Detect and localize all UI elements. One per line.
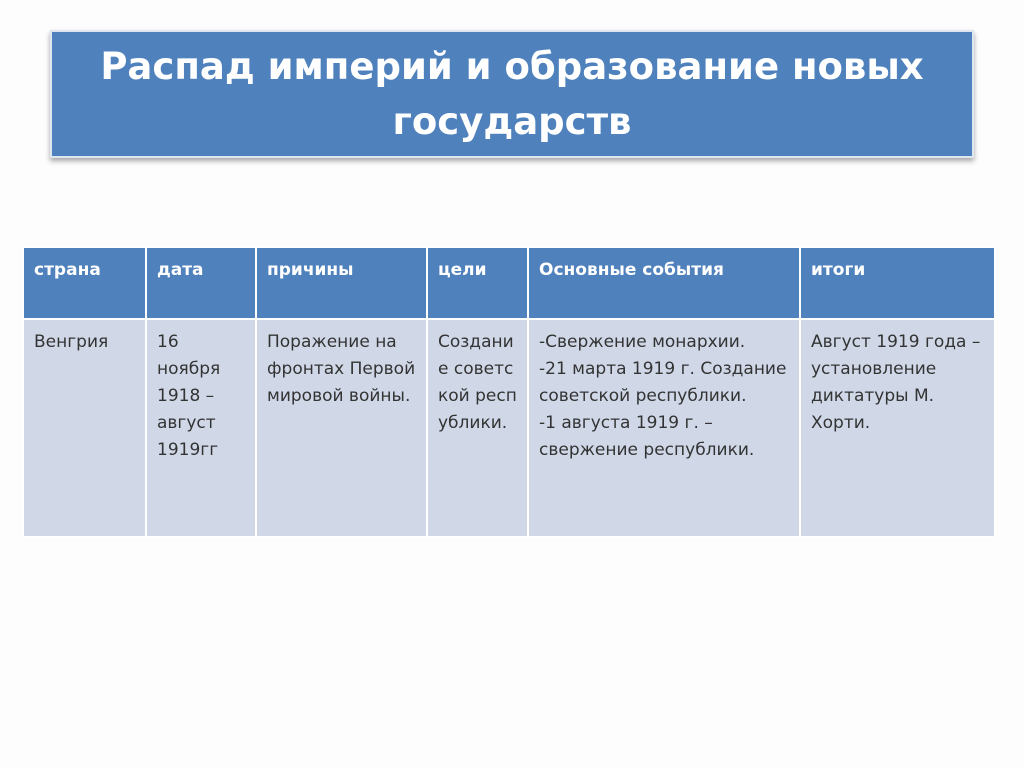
history-table: [22, 246, 996, 538]
header-goals: цели: [427, 247, 528, 319]
title-box: [50, 30, 974, 158]
header-results: итоги: [800, 247, 995, 319]
cell-events: [528, 319, 800, 537]
event-line: -Свержение монархии.: [539, 332, 746, 352]
header-date: дата: [146, 247, 256, 319]
header-country: страна: [23, 247, 146, 319]
cell-date: 16 ноября 1918 – август 1919гг: [146, 319, 256, 537]
cell-goals: Создание советской республики.: [427, 319, 528, 537]
header-causes: причины: [256, 247, 427, 319]
table-header-row: [23, 247, 995, 319]
cell-results: Август 1919 года – установление диктатуры М. Хорти.: [800, 319, 995, 537]
cell-country: Венгрия: [23, 319, 146, 537]
slide-title: Распад империй и образование новых государств: [100, 45, 924, 143]
event-line: -1 августа 1919 г. – свержение республики.: [539, 413, 755, 460]
header-events: Основные события: [528, 247, 800, 319]
event-line: -21 марта 1919 г. Создание советской республики.: [539, 359, 787, 406]
cell-causes: Поражение на фронтах Первой мировой войны.: [256, 319, 427, 537]
table-row: [23, 319, 995, 537]
